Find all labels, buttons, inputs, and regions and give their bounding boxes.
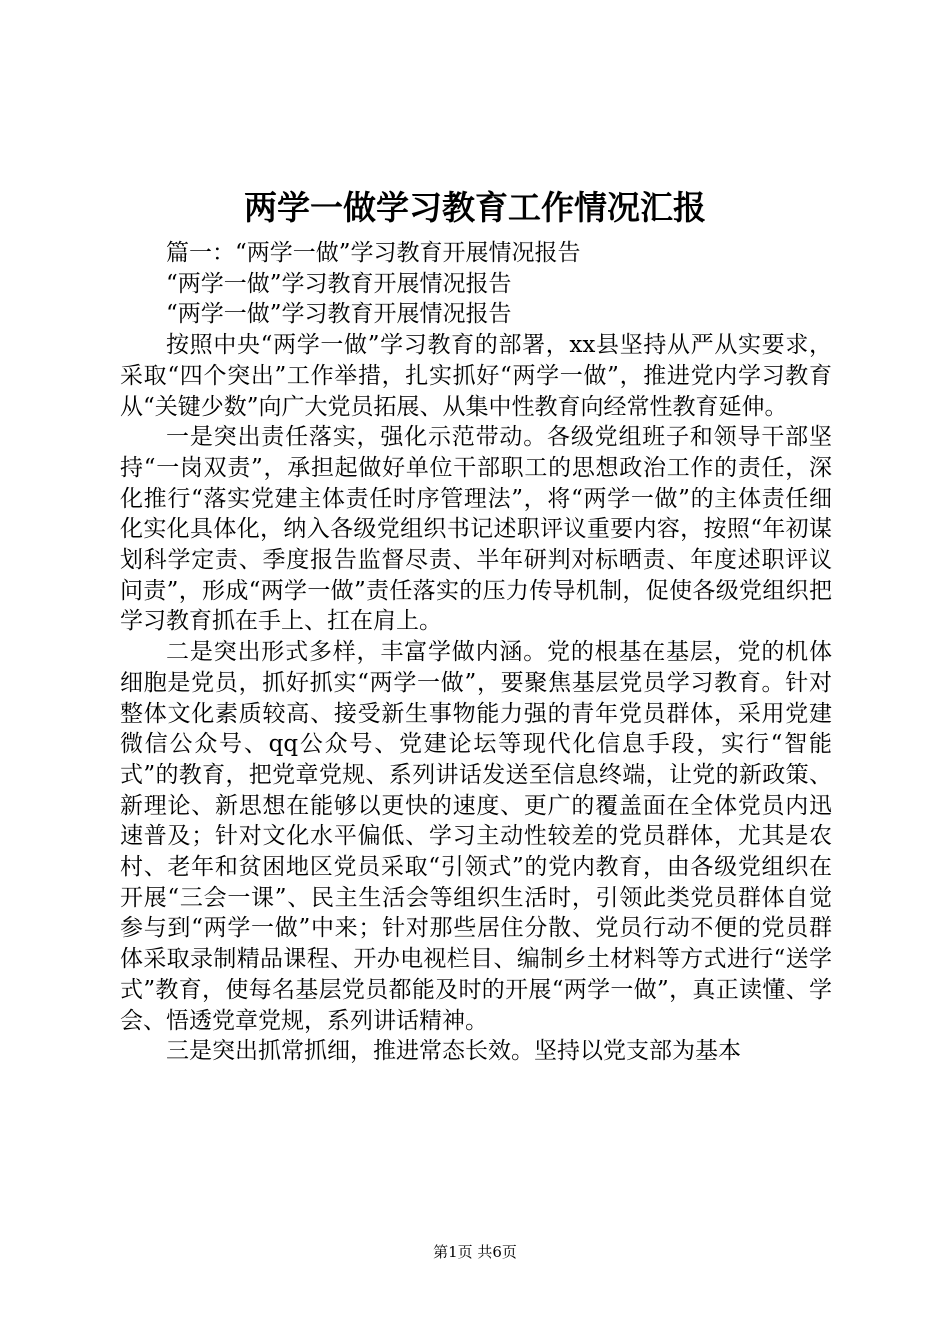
page-number-footer: 第1页 共6页: [433, 1243, 517, 1261]
paragraph: 篇一：“两学一做”学习教育开展情况报告: [166, 240, 581, 266]
paragraph: 二是突出形式多样，丰富学做内涵。党的根基在基层，党的机体细胞是党员，抓好抓实“两学一做”，要聚焦基层党员学习教育。针对整体文化素质较高、接受新生事物能力强的青年党员群体，采用党建微信公众号、qq公众号、党建论坛等现代化信息手段，实行“智能式”的教育，把党章党规、系列讲话发送至信息终端，让党的新政策、新理论、新思想在能够以更快的速度、更广的覆盖面在全体党员内迅速普及；针对文化水平偏低、学习主动性较差的党员群体，尤其是农村、老年和贫困地区党员采取“引领式”的党内教育，由各级党组织在开展“三会一课”、民主生活会等组织生活时，引领此类党员群体自觉参与到“两学一做”中来；针对那些居住分散、党员行动不便的党员群体采取录制精品课程、开办电视栏目、编制乡土材料等方式进行“送学式”教育，使每名基层党员都能及时的开展“两学一做”，真正读懂、学会、悟透党章党规，系列讲话精神。: [120, 639, 832, 1034]
paragraph: “两学一做”学习教育开展情况报告: [166, 301, 512, 328]
paragraph: 按照中央“两学一做”学习教育的部署，xx县坚持从严从实要求，采取“四个突出”工作举措，扎实抓好“两学一做”，推进党内学习教育从“关键少数”向广大党员拓展、从集中性教育向经常性教育延伸。: [120, 332, 832, 420]
document-title: 两学一做学习教育工作情况汇报: [244, 188, 706, 227]
paragraph: “两学一做”学习教育开展情况报告: [166, 270, 512, 297]
paragraph: 三是突出抓常抓细，推进常态长效。坚持以党支部为基本: [166, 1038, 741, 1065]
paragraph: 一是突出责任落实，强化示范带动。各级党组班子和领导干部坚持“一岗双责”，承担起做好单位干部职工的思想政治工作的责任，深化推行“落实党建主体责任时序管理法”，将“两学一做”的主体责任细化实化具体化，纳入各级党组织书记述职评议重要内容，按照“年初谋划科学定责、季度报告监督尽责、半年研判对标晒责、年度述职评议问责”，形成“两学一做”责任落实的压力传导机制，促使各级党组织把学习教育抓在手上、扛在肩上。: [120, 424, 832, 635]
document-body: [120, 238, 832, 1067]
